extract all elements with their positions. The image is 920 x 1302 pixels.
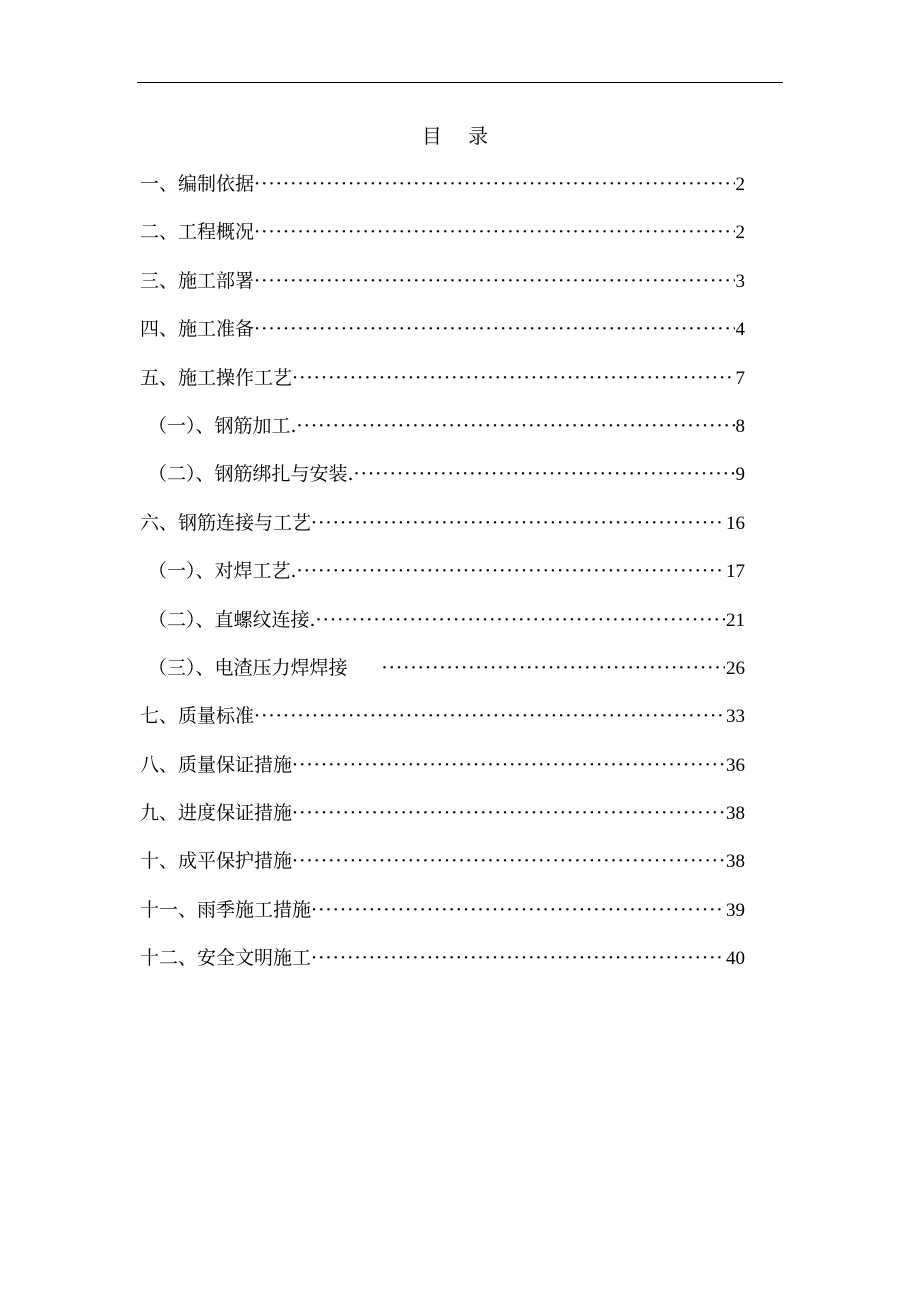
table-of-contents bbox=[140, 170, 745, 993]
toc-dot-leader bbox=[254, 315, 734, 343]
toc-subentry[interactable] bbox=[140, 460, 745, 508]
toc-entry-label: 十一、雨季施工措施 bbox=[140, 898, 312, 921]
toc-subentry[interactable] bbox=[140, 412, 745, 460]
toc-dot-leader bbox=[311, 896, 725, 924]
toc-dot-leader bbox=[382, 654, 725, 682]
toc-entry-page-number: 8 bbox=[735, 415, 745, 437]
toc-title: 目 录 bbox=[421, 124, 499, 148]
toc-entry-label: 三、施工部署 bbox=[140, 269, 255, 292]
toc-entry-page-number: 33 bbox=[726, 706, 745, 728]
toc-entry-label: （三）、电渣压力焊焊接 bbox=[148, 656, 348, 679]
toc-entry-page-number: 9 bbox=[735, 464, 745, 486]
toc-dot-leader bbox=[254, 170, 734, 198]
toc-entry-label: 二、工程概况 bbox=[140, 221, 255, 244]
toc-entry-label: （二）、钢筋绑扎与安装. bbox=[148, 463, 354, 486]
toc-entry-page-number: 38 bbox=[726, 851, 745, 873]
toc-entry-label: 八、质量保证措施 bbox=[140, 753, 293, 776]
toc-entry-label: 四、施工准备 bbox=[140, 318, 255, 341]
toc-dot-leader bbox=[297, 557, 725, 585]
toc-dot-leader bbox=[292, 751, 725, 779]
toc-entry-page-number: 36 bbox=[726, 754, 745, 776]
toc-dot-leader bbox=[254, 702, 725, 730]
toc-entry-label: 十二、安全文明施工 bbox=[140, 947, 312, 970]
toc-entry-page-number: 26 bbox=[726, 657, 745, 679]
toc-entry-label: （一）、对焊工艺. bbox=[148, 560, 297, 583]
toc-entry-label: 五、施工操作工艺 bbox=[140, 366, 293, 389]
toc-dot-leader bbox=[354, 460, 735, 488]
toc-entry-page-number: 4 bbox=[735, 319, 745, 341]
toc-entry[interactable] bbox=[140, 799, 745, 847]
toc-entry-page-number: 21 bbox=[726, 609, 745, 631]
toc-dot-leader bbox=[292, 799, 725, 827]
toc-entry[interactable] bbox=[140, 896, 745, 944]
toc-entry[interactable] bbox=[140, 218, 745, 266]
toc-entry-label: 一、编制依据 bbox=[140, 173, 255, 195]
toc-dot-leader bbox=[297, 412, 735, 440]
toc-dot-leader bbox=[254, 218, 734, 246]
toc-subentry[interactable] bbox=[140, 654, 745, 702]
toc-entry-label: （二）、直螺纹连接. bbox=[148, 608, 316, 631]
toc-entry-page-number: 39 bbox=[726, 899, 745, 921]
toc-entry[interactable] bbox=[140, 509, 745, 557]
toc-entry-page-number: 16 bbox=[726, 512, 745, 534]
toc-entry-page-number: 38 bbox=[726, 803, 745, 825]
toc-entry[interactable] bbox=[140, 267, 745, 315]
toc-dot-leader bbox=[316, 606, 725, 634]
header-rule bbox=[137, 82, 783, 83]
toc-entry-page-number: 2 bbox=[735, 222, 745, 244]
toc-entry[interactable] bbox=[140, 364, 745, 412]
toc-entry-label: 十、成平保护措施 bbox=[140, 850, 293, 873]
toc-entry[interactable] bbox=[140, 170, 745, 218]
toc-entry-label: （一）、钢筋加工. bbox=[148, 414, 297, 437]
toc-entry-label: 六、钢筋连接与工艺 bbox=[140, 511, 312, 534]
toc-entry[interactable] bbox=[140, 944, 745, 992]
toc-entry-page-number: 3 bbox=[735, 270, 745, 292]
toc-dot-leader bbox=[254, 267, 734, 295]
toc-entry-page-number: 7 bbox=[735, 367, 745, 389]
toc-dot-leader bbox=[311, 944, 725, 972]
toc-entry-label: 九、进度保证措施 bbox=[140, 802, 293, 825]
toc-dot-leader bbox=[311, 509, 725, 537]
toc-entry[interactable] bbox=[140, 751, 745, 799]
toc-entry-page-number: 40 bbox=[726, 948, 745, 970]
toc-entry-page-number: 2 bbox=[735, 174, 745, 195]
toc-entry-label: 七、质量标准 bbox=[140, 705, 255, 728]
toc-subentry[interactable] bbox=[140, 557, 745, 605]
toc-dot-leader bbox=[292, 364, 734, 392]
toc-entry[interactable] bbox=[140, 315, 745, 363]
toc-entry-page-number: 17 bbox=[726, 561, 745, 583]
toc-entry[interactable] bbox=[140, 847, 745, 895]
toc-dot-leader bbox=[292, 847, 725, 875]
toc-subentry[interactable] bbox=[140, 606, 745, 654]
toc-entry[interactable] bbox=[140, 702, 745, 750]
